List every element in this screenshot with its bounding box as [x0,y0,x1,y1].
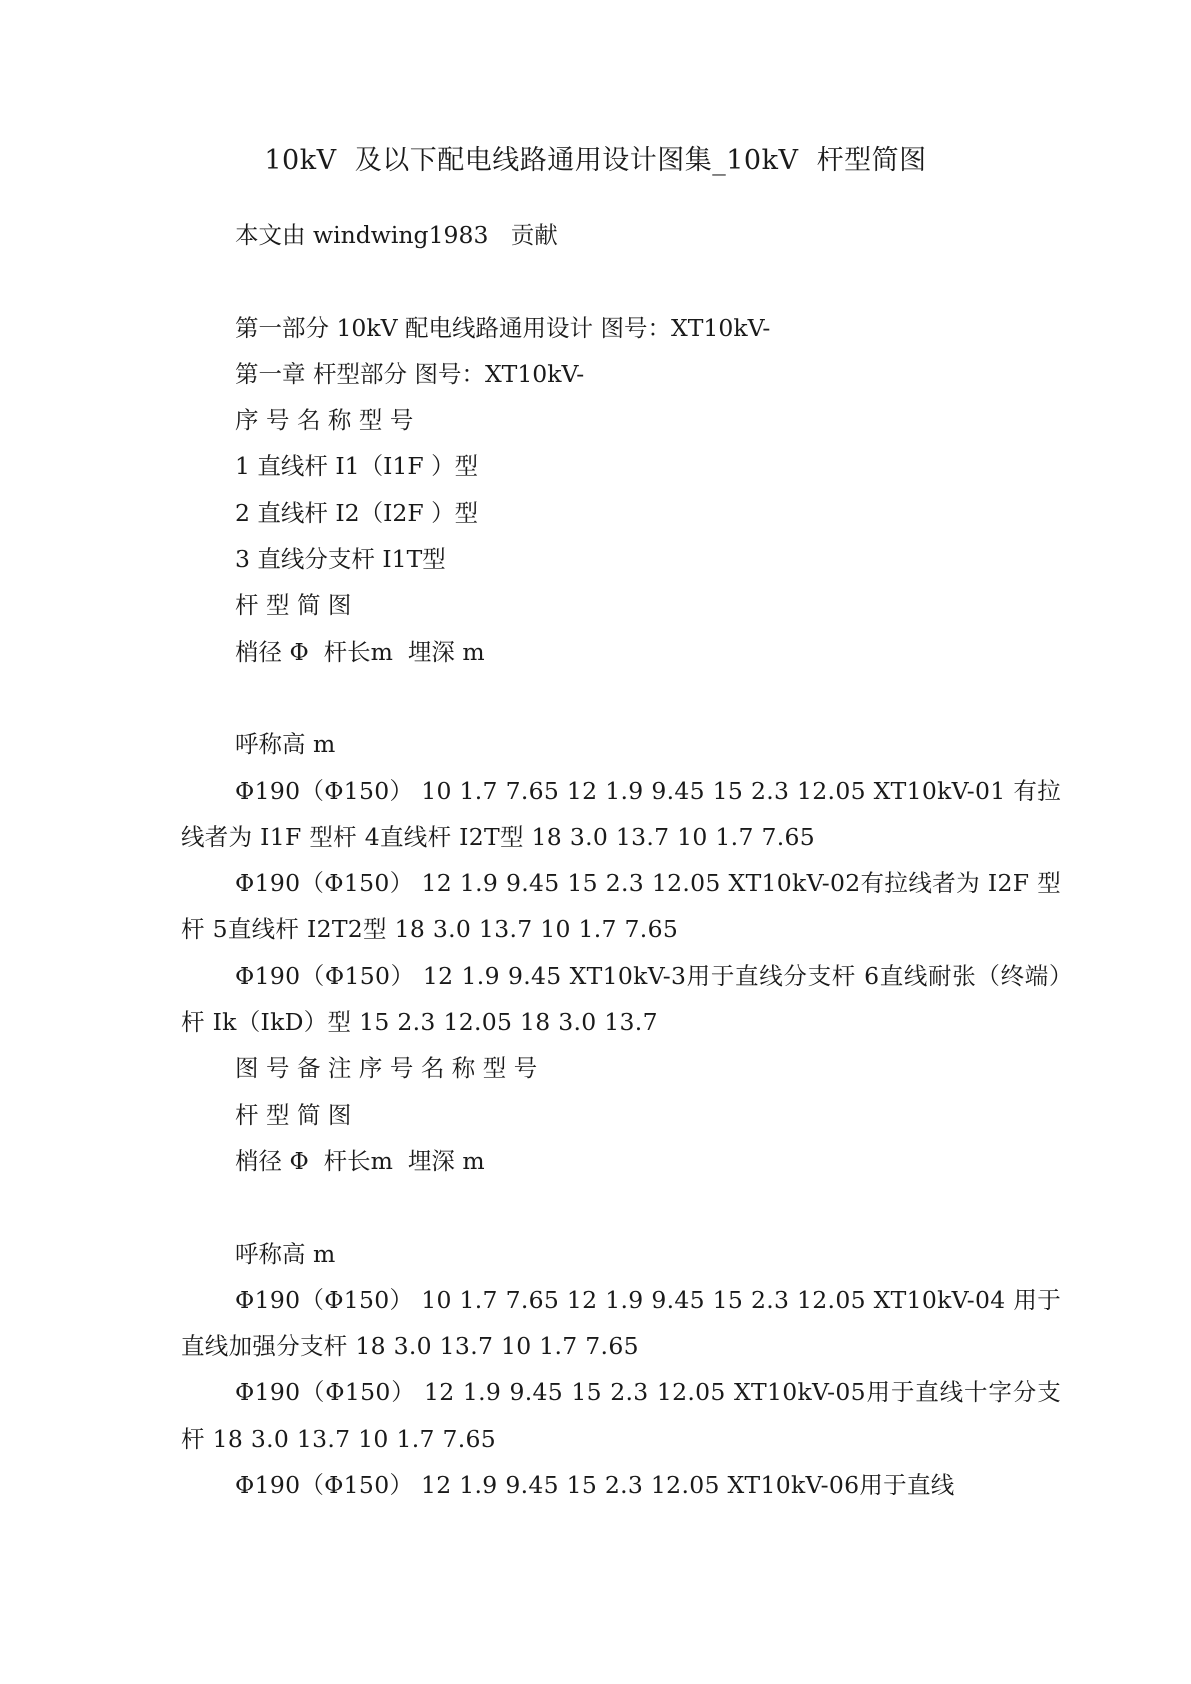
data-paragraph: Φ190（Φ150） 10 1.7 7.65 12 1.9 9.45 15 2.3 12.05 XT10kV-01 有拉线者为 I1F 型杆 4直线杆 I2T型 18 3.0 13.7 10 1.7 7.65 [181,776,1061,851]
data-paragraph: Φ190（Φ150） 12 1.9 9.45 XT10kV-3用于直线分支杆 6直线耐张（终端）杆 Ik（IkD）型 15 2.3 12.05 18 3.0 13.7 [181,961,1061,1037]
document-title: 10kV 及以下配电线路通用设计图集_10kV 杆型简图 [264,145,927,176]
contributor-line: 本文由 windwing1983 贡献 [235,221,558,249]
text-line: 2 直线杆 I2（I2F ）型 [235,498,479,527]
text-line: 第一章 杆型部分 图号：XT10kV- [235,359,585,388]
text-line: 梢径 Φ 杆长m 埋深 m [235,1146,485,1175]
data-paragraph: Φ190（Φ150） 12 1.9 9.45 15 2.3 12.05 XT10kV-05用于直线十字分支杆 18 3.0 13.7 10 1.7 7.65 [181,1378,1061,1453]
table-header-line: 图 号 备 注 序 号 名 称 型 号 [235,1054,538,1083]
data-paragraph: Φ190（Φ150） 12 1.9 9.45 15 2.3 12.05 XT10kV-02有拉线者为 I2F 型杆 5直线杆 I2T2型 18 3.0 13.7 10 1.7 7.65 [181,869,1061,944]
text-line: 3 直线分支杆 I1T型 [235,545,446,574]
text-line: 第一部分 10kV 配电线路通用设计 图号：XT10kV- [235,313,771,342]
document-body [181,212,1061,1508]
text-line: 杆 型 简 图 [235,591,352,620]
text-line: 呼称高 m [235,730,336,759]
table-header-line: 序 号 名 称 型 号 [235,406,414,435]
text-line: 杆 型 简 图 [235,1100,352,1129]
data-paragraph: Φ190（Φ150） 12 1.9 9.45 15 2.3 12.05 XT10kV-06用于直线 [235,1471,955,1500]
text-line: 呼称高 m [235,1239,336,1268]
text-line: 1 直线杆 I1（I1F ）型 [235,452,479,481]
data-paragraph: Φ190（Φ150） 10 1.7 7.65 12 1.9 9.45 15 2.3 12.05 XT10kV-04 用于直线加强分支杆 18 3.0 13.7 10 1.7 7.65 [181,1285,1061,1361]
text-line: 梢径 Φ 杆长m 埋深 m [235,637,485,666]
